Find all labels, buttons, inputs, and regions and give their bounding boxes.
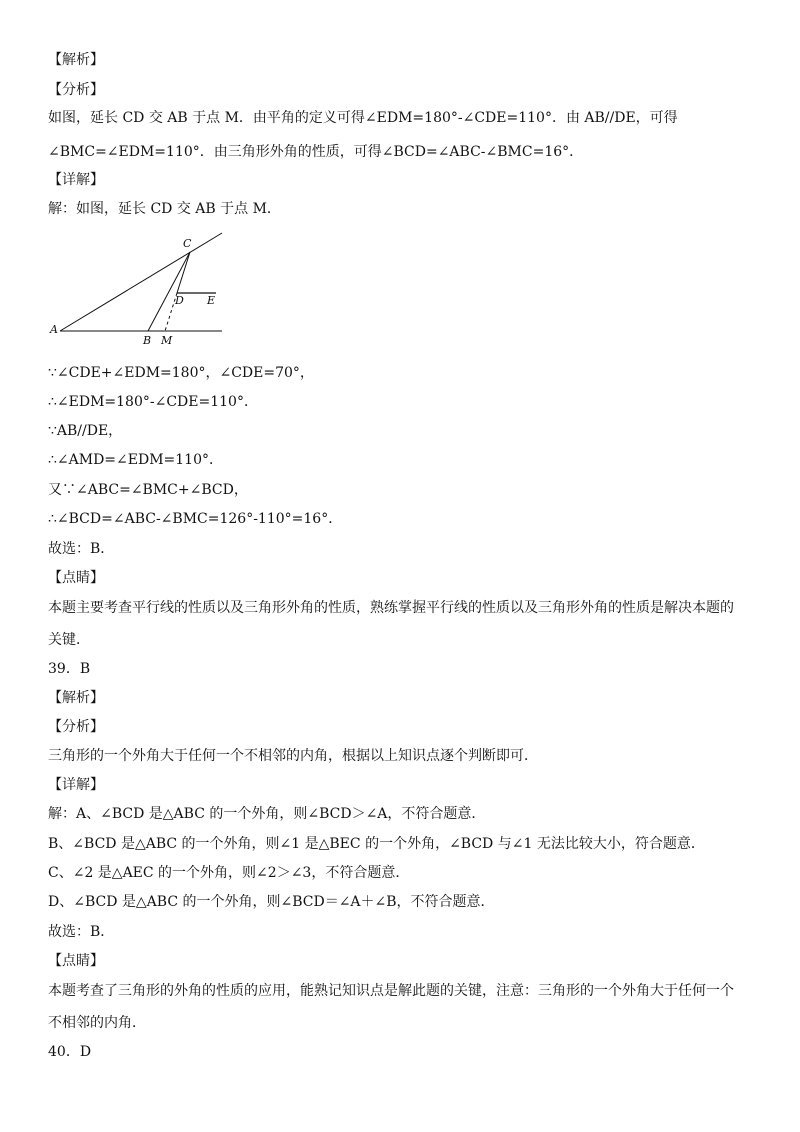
label-d: D [175,294,184,307]
analysis-39-line-1: 三角形的一个外角大于任何一个不相邻的内角，根据以上知识点逐个判断即可． [48,748,538,764]
comment-39-line-2: 不相邻的内角． [48,1015,146,1031]
label-m: M [161,334,173,347]
question-40-answer: 40．D [48,1044,92,1060]
section-header-fenxi: 【分析】 [48,82,104,98]
detail-line-2: ∴∠EDM=180°-∠CDE=110°． [48,394,258,410]
section-header-jiexi: 【解析】 [48,52,104,68]
geometry-figure [40,225,240,355]
section-header-dianjing-39: 【点睛】 [48,953,104,969]
question-39-answer: 39．B [48,661,91,677]
detail-39-answer: 故选：B． [48,924,115,940]
comment-39-line-1: 本题考查了三角形的外角的性质的应用，能熟记知识点是解此题的关键，注意：三角形的一个外角大于任何一个 [48,983,734,999]
comment-line-2: 关键． [48,632,90,648]
analysis-line-1: 如图，延长 CD 交 AB 于点 M．由平角的定义可得∠EDM=180°-∠CDE=110°．由 AB//DE，可得 [48,110,678,126]
detail-line-6: ∴∠BCD=∠ABC-∠BMC=126°-110°=16°． [48,511,343,527]
line-ac [60,233,222,331]
detail-line-4: ∴∠AMD=∠EDM=110°． [48,452,223,468]
section-header-jiexi-39: 【解析】 [48,690,104,706]
analysis-line-2: ∠BMC=∠EDM=110°．由三角形外角的性质，可得∠BCD=∠ABC-∠BMC=16°． [48,144,584,160]
detail-line-7: 故选：B． [48,541,115,557]
section-header-xiangjie-39: 【详解】 [48,777,104,793]
comment-line-1: 本题主要考查平行线的性质以及三角形外角的性质，熟练掌握平行线的性质以及三角形外角的性质是解决本题的 [48,600,734,616]
detail-line-3: ∵AB//DE， [48,423,123,439]
section-header-fenxi-39: 【分析】 [48,719,104,735]
detail-39-option-c: C、∠2 是△AEC 的一个外角，则∠2＞∠3，不符合题意． [48,865,410,881]
section-header-xiangjie: 【详解】 [48,172,104,188]
line-bc [148,252,190,331]
detail-39-option-d: D、∠BCD 是△ABC 的一个外角，则∠BCD＝∠A＋∠B，不符合题意． [48,894,495,910]
detail-39-option-a: 解：A、∠BCD 是△ABC 的一个外角，则∠BCD＞∠A，不符合题意． [48,806,486,822]
detail-line-5: 又∵∠ABC=∠BMC+∠BCD， [48,482,248,498]
detail-line-1: ∵∠CDE+∠EDM=180°，∠CDE=70°， [48,365,314,381]
label-e: E [207,294,216,307]
detail-line-intro: 解：如图，延长 CD 交 AB 于点 M． [48,201,281,217]
label-a: A [50,323,58,336]
label-b: B [143,334,152,347]
label-c: C [183,237,192,250]
section-header-dianjing: 【点睛】 [48,570,104,586]
detail-39-option-b: B、∠BCD 是△ABC 的一个外角，则∠1 是△BEC 的一个外角，∠BCD 与∠1 无法比较大小，符合题意． [48,836,705,852]
